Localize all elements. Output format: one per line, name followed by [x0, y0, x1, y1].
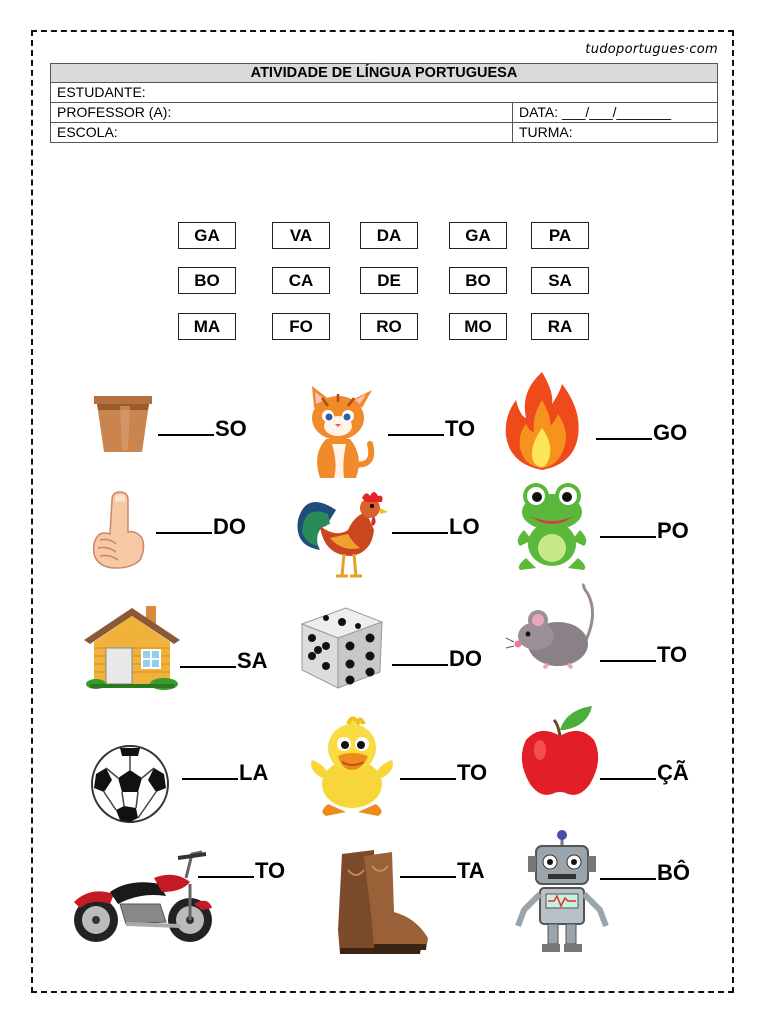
blank-ball[interactable] — [182, 760, 268, 786]
motorcycle-icon — [70, 848, 216, 953]
blank-mouse[interactable] — [600, 642, 687, 668]
word-suffix: TA — [457, 858, 485, 883]
cat-icon — [302, 384, 378, 487]
answer-line[interactable] — [182, 778, 238, 780]
syllable-box: GA — [178, 222, 236, 249]
blank-flowerpot[interactable] — [158, 416, 247, 442]
answer-line[interactable] — [198, 876, 254, 878]
syllable-box: GA — [449, 222, 507, 249]
syllable-box: SA — [531, 267, 589, 294]
flowerpot-icon — [90, 390, 156, 461]
syllable-box: FO — [272, 313, 330, 340]
fire-icon — [502, 370, 582, 477]
ball-icon — [90, 744, 170, 829]
answer-line[interactable] — [400, 876, 456, 878]
blank-frog[interactable] — [600, 518, 689, 544]
syllable-box: BO — [449, 267, 507, 294]
word-suffix: GO — [653, 420, 688, 445]
word-suffix: PO — [657, 518, 689, 543]
blank-robot[interactable] — [600, 860, 690, 886]
word-suffix: TO — [457, 760, 488, 785]
apple-icon — [520, 706, 600, 803]
word-suffix: SO — [215, 416, 247, 441]
school-field[interactable]: ESCOLA: — [51, 123, 513, 142]
word-suffix: BÔ — [657, 860, 690, 885]
school-row — [51, 123, 717, 142]
student-row — [51, 83, 717, 103]
class-field[interactable]: TURMA: — [519, 124, 573, 140]
duck-icon — [308, 714, 396, 823]
blank-apple[interactable] — [600, 760, 689, 786]
answer-line[interactable] — [392, 664, 448, 666]
answer-line[interactable] — [388, 434, 444, 436]
student-field[interactable]: ESTUDANTE: — [57, 84, 146, 100]
blank-finger[interactable] — [156, 514, 246, 540]
answer-line[interactable] — [400, 778, 456, 780]
answer-line[interactable] — [156, 532, 212, 534]
word-suffix: LO — [449, 514, 480, 539]
word-suffix: TO — [657, 642, 688, 667]
word-suffix: ÇÃ — [657, 760, 689, 785]
house-icon — [84, 604, 180, 695]
word-suffix: DO — [449, 646, 482, 671]
blank-fire[interactable] — [596, 420, 687, 446]
frog-icon — [516, 480, 588, 577]
syllable-box: MO — [449, 313, 507, 340]
answer-line[interactable] — [596, 438, 652, 440]
teacher-row — [51, 103, 717, 123]
robot-icon — [512, 830, 612, 961]
blank-dice[interactable] — [392, 646, 482, 672]
blank-rooster[interactable] — [392, 514, 480, 540]
blank-motorcycle[interactable] — [198, 858, 285, 884]
date-field[interactable]: DATA: ___/___/_______ — [519, 104, 672, 120]
mouse-icon — [512, 584, 598, 675]
answer-line[interactable] — [600, 536, 656, 538]
dice-icon — [298, 604, 384, 695]
answer-line[interactable] — [180, 666, 236, 668]
word-suffix: SA — [237, 648, 268, 673]
syllable-box: RA — [531, 313, 589, 340]
answer-line[interactable] — [392, 532, 448, 534]
blank-boots[interactable] — [400, 858, 485, 884]
syllable-box: DE — [360, 267, 418, 294]
answer-line[interactable] — [600, 878, 656, 880]
syllable-box: CA — [272, 267, 330, 294]
syllable-box: RO — [360, 313, 418, 340]
rooster-icon — [296, 490, 388, 585]
syllable-box: MA — [178, 313, 236, 340]
blank-house[interactable] — [180, 648, 268, 674]
word-suffix: TO — [445, 416, 476, 441]
syllable-box: PA — [531, 222, 589, 249]
word-suffix: DO — [213, 514, 246, 539]
answer-line[interactable] — [600, 660, 656, 662]
teacher-field[interactable]: PROFESSOR (A): — [51, 103, 513, 122]
syllable-box: DA — [360, 222, 418, 249]
answer-line[interactable] — [600, 778, 656, 780]
syllable-box: BO — [178, 267, 236, 294]
blank-duck[interactable] — [400, 760, 487, 786]
brand-watermark: tudoportugues·com — [585, 42, 718, 57]
finger-icon — [90, 488, 148, 575]
page-title: ATIVIDADE DE LÍNGUA PORTUGUESA — [51, 64, 717, 83]
word-suffix: LA — [239, 760, 269, 785]
answer-line[interactable] — [158, 434, 214, 436]
header-table — [50, 63, 718, 143]
word-suffix: TO — [255, 858, 286, 883]
syllable-box: VA — [272, 222, 330, 249]
blank-cat[interactable] — [388, 416, 475, 442]
